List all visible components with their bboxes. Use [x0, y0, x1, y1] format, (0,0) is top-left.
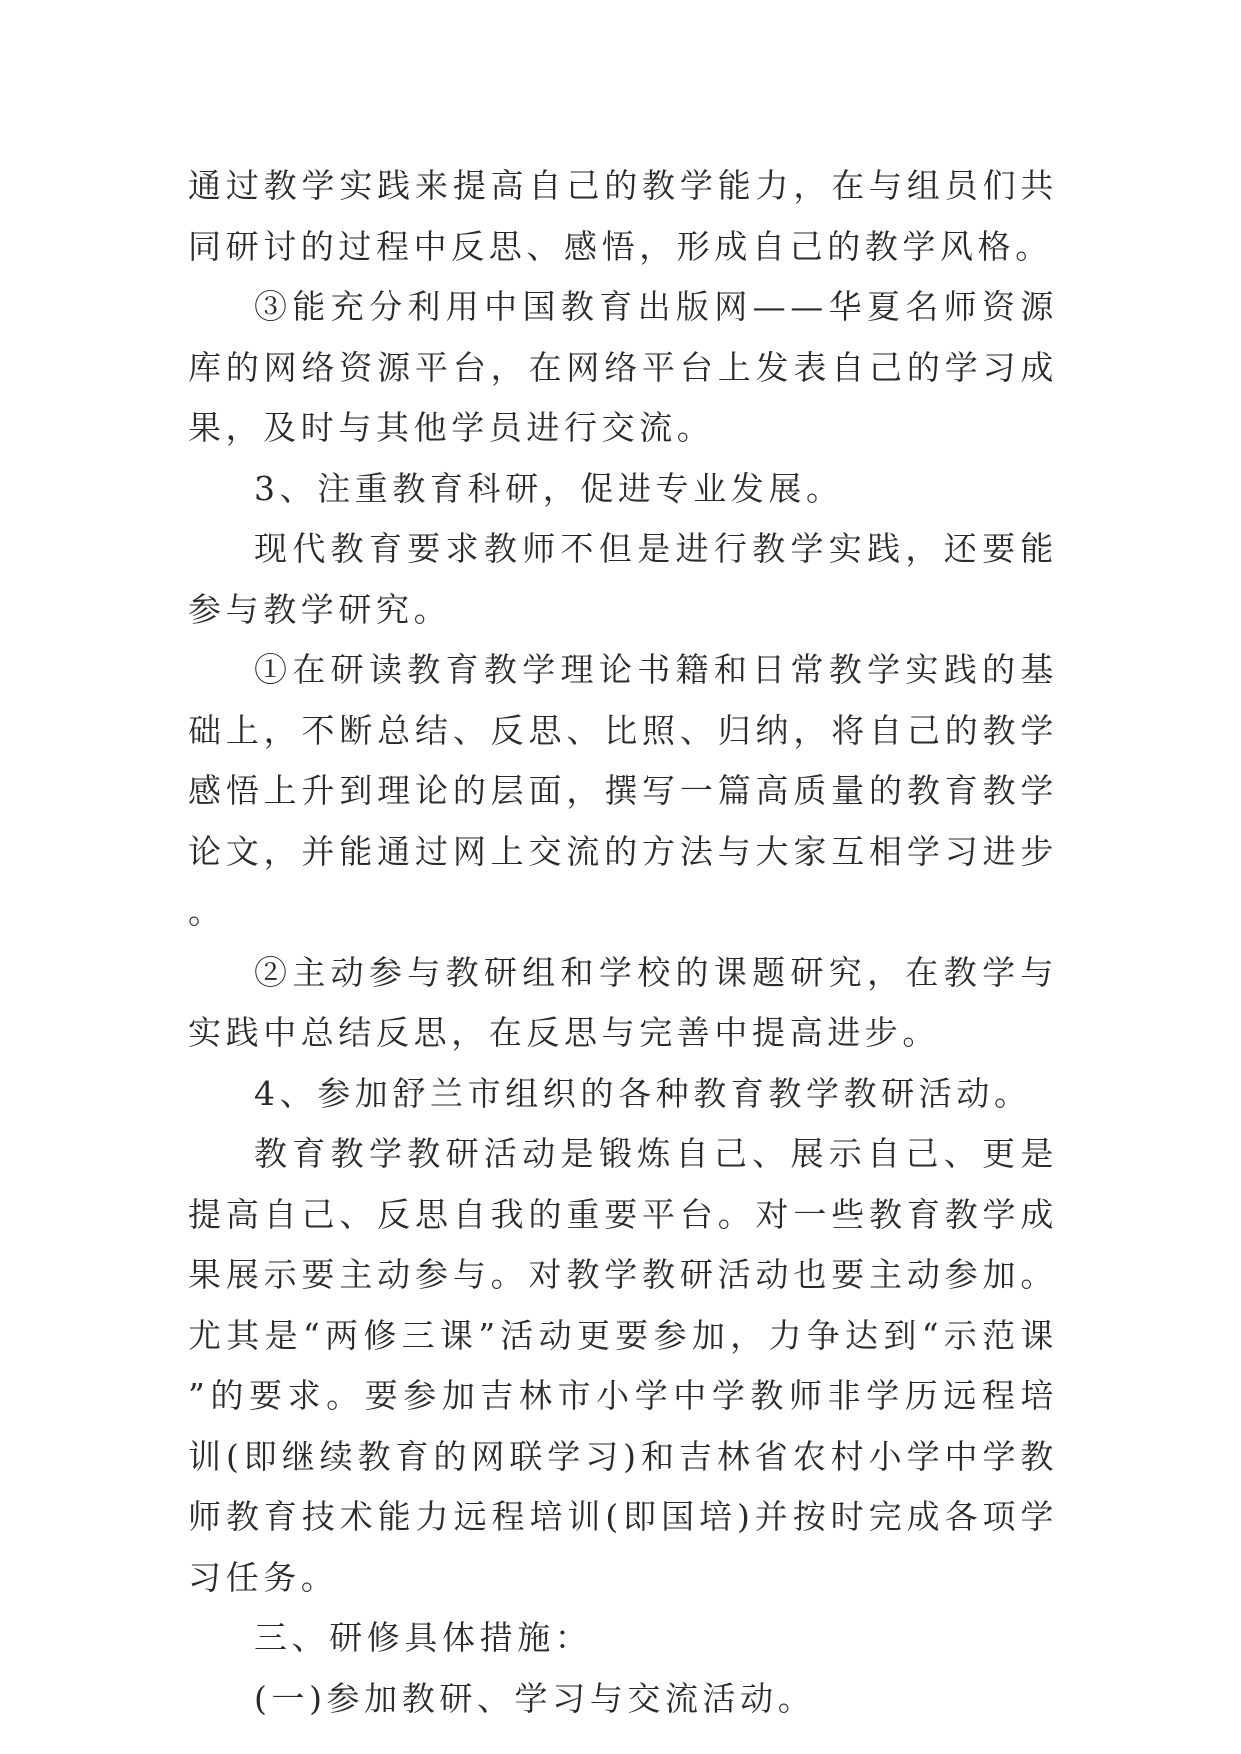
heading-research-development: 3、注重教育科研，促进专业发展。: [254, 468, 844, 508]
paragraph-modern-education: 现代教育要求教师不但是进行教学实践，还要能参与教学研究。: [188, 529, 1058, 629]
paragraph-study-theory: ①在研读教育教学理论书籍和日常教学实践的基础上，不断总结、反思、比照、归纳，将自己的教学感悟上升到理论的层面，撰写一篇高质量的教育教学论文，并能通过网上交流的方法与大家互相学习进步。: [188, 650, 1058, 931]
paragraph-network-resources: ③能充分利用中国教育出版网——华夏名师资源库的网络资源平台，在网络平台上发表自己的学习成果，及时与其他学员进行交流。: [188, 287, 1058, 447]
paragraph-teaching-practice: 通过教学实践来提高自己的教学能力，在与组员们共同研讨的过程中反思、感悟，形成自己的教学风格。: [188, 166, 1058, 266]
paragraph-topic-research: ②主动参与教研组和学校的课题研究，在教学与实践中总结反思，在反思与完善中提高进步。: [188, 952, 1058, 1052]
heading-specific-measures: 三、研修具体措施：: [254, 1618, 593, 1657]
document-body: [188, 156, 1058, 1729]
heading-shulan-activities: 4、参加舒兰市组织的各种教育教学教研活动。: [254, 1073, 1032, 1113]
paragraph-teaching-activities: 教育教学教研活动是锻炼自己、展示自己、更是提高自己、反思自我的重要平台。对一些教育教学成果展示要主动参与。对教学教研活动也要主动参加。尤其是“两修三课”活动更要参加，力争达到“示范课”的要求。要参加吉林市小学中学教师非学历远程培训(即继续教育的网联学习)和吉林省农村小学中学教师教育技术能力远程培训(即国培)并按时完成各项学习任务。: [188, 1134, 1058, 1597]
heading-participate-activities: (一)参加教研、学习与交流活动。: [254, 1678, 816, 1718]
